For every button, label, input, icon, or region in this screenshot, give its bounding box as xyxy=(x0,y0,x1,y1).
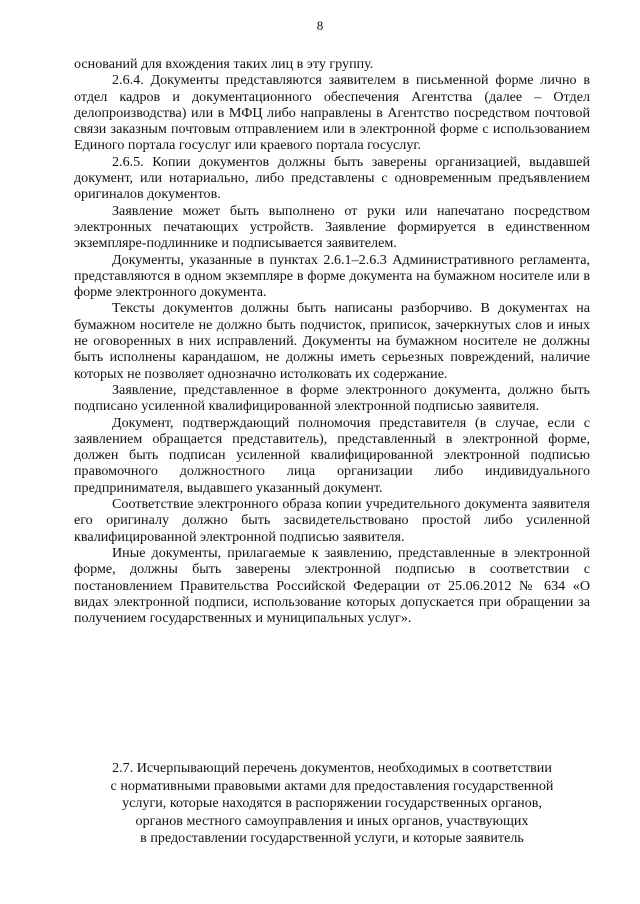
paragraph-continuation: оснований для вхождения таких лиц в эту группу. xyxy=(74,56,374,72)
page-number: 8 xyxy=(316,18,324,33)
section-heading-2-7 xyxy=(74,760,590,848)
paragraph-2-6-4: 2.6.4. Документы представляются заявителем в письменной форме лично в отдел кадров и документационного обеспечения Агентства (далее – Отдел делопроизводства) или в МФЦ либо направлены в Агентство посредством почтовой связи заказным почтовым отправлением или в электронной форме с использованием Единого портала госуслуг или краевого портала госуслуг. xyxy=(74,72,590,154)
paragraph-other-documents: Иные документы, прилагаемые к заявлению, представленные в электронной форме, должны быть заверены электронной подписью в соответствии с постановлением Правительства Российской Федерации от 25.06.2012 № 634 «О видах электронной подписи, использование которых допускается при обращении за получением государственных и муниципальных услуг». xyxy=(74,544,590,627)
paragraph-electronic-application: Заявление, представленное в форме электронного документа, должно быть подписано усиленной квалифицированной электронной подписью заявителя. xyxy=(74,381,590,415)
paragraph-2-6-5: 2.6.5. Копии документов должны быть заверены организацией, выдавшей документ, или нотариально, либо представлены с одновременным предъявлением оригиналов документов. xyxy=(74,153,590,203)
heading-line: 2.7. Исчерпывающий перечень документов, необходимых в соответствии xyxy=(112,760,552,776)
paragraph-representative-authority: Документ, подтверждающий полномочия представителя (в случае, если с заявлением обращается представитель), представленный в электронной форме, должен быть подписан усиленной квалифицированной электронной подписью правомочного должностного лица организации либо индивидуального предпринимателя, выдавшего указанный документ. xyxy=(74,414,590,496)
heading-line: с нормативными правовыми актами для предоставления государственной xyxy=(110,777,554,794)
paragraph-founding-document: Соответствие электронного образа копии учредительного документа заявителя его оригиналу должно быть засвидетельствовано простой либо усиленной квалифицированной электронной подписью заявителя. xyxy=(74,496,590,545)
paragraph-text-legibility: Тексты документов должны быть написаны разборчиво. В документах на бумажном носителе не должно быть подчисток, приписок, зачеркнутых слов и иных не оговоренных в них исправлений. Документы на бумажном носителе не должны быть исполнены карандашом, не должны иметь серьезных повреждений, наличие которых не позволяет однозначно истолковать их содержание. xyxy=(74,300,590,382)
paragraph-application-form: Заявление может быть выполнено от руки или напечатано посредством электронных печатающих устройств. Заявление формируется в единственном экземпляре-подлиннике и подписывается заявителем. xyxy=(74,202,590,252)
heading-line: услуги, которые находятся в распоряжении государственных органов, xyxy=(122,795,542,812)
document-body xyxy=(74,56,590,626)
heading-line: органов местного самоуправления и иных органов, участвующих xyxy=(135,812,529,829)
heading-line: в предоставлении государственной услуги, и которые заявитель xyxy=(140,830,524,847)
paragraph-documents-copies: Документы, указанные в пунктах 2.6.1–2.6.3 Административного регламента, представляются в одном экземпляре в форме документа на бумажном носителе или в форме электронного документа. xyxy=(74,251,590,301)
